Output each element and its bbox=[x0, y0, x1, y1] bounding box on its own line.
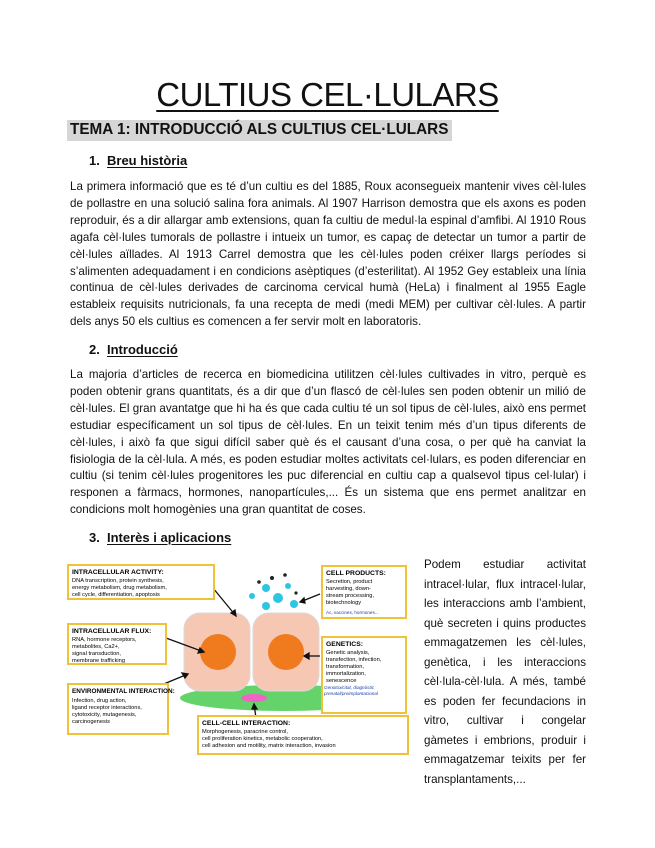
intracellular-activity-line: cell cycle, differentiation, apoptosis bbox=[72, 592, 160, 598]
cell-products-note: Ac, vaccines, hormones... bbox=[326, 610, 379, 615]
section-number: 3. bbox=[89, 530, 100, 545]
environmental-line: carcinogenesis bbox=[72, 719, 110, 725]
section-heading-history bbox=[89, 153, 187, 168]
intracellular-flux-line: membrane trafficking bbox=[72, 658, 126, 664]
topic-heading: TEMA 1: INTRODUCCIÓ ALS CULTIUS CEL·LULARS bbox=[67, 120, 452, 141]
cell-products-line: Secretion, product bbox=[326, 579, 373, 585]
cell-products-line: harvesting, down- bbox=[326, 586, 371, 592]
intracellular-flux-line: metabolites, Ca2+, bbox=[72, 644, 120, 650]
intracellular-activity-line: DNA transcription, protein synthesis, bbox=[72, 578, 164, 584]
environmental-line: ligand receptor interactions, bbox=[72, 705, 142, 711]
section-title: Breu història bbox=[107, 153, 188, 168]
genetics-line: Genetic analysis, bbox=[326, 650, 370, 656]
genetics-note: Genotoxicitat, diagnòstic prenatal/preimplantacional bbox=[324, 685, 378, 696]
nucleus-right bbox=[268, 634, 304, 670]
section-number: 2. bbox=[89, 342, 100, 357]
paragraph-history: La primera informació que es té d’un cultiu es del 1885, Roux aconsegueix mantenir vives cèl·lules de pollastre en una solució salina fora animals. Al 1907 Harrison demostra que els axons es poden reproduir, és a dir allargar amb extensions, quan fa cultiu de medul·la espinal d’amfibi. Al 1910 Rous agafa cèl·lules tumorals de pollastre i intueix un tumor, es capaç de detectar un tumor a partir de cèl·lules aïllades. Al 1913 Carrel demostra que les cèl·lules poden créixer llargs períodes si s’alimenten adequadament i en condicions asèptiques (d’esterilitat). Al 1952 Gey estableix una línia continua de cèl·lules derivades de carcinoma cervical humà (HeLa) i finalment al 1955 Eagle estableix requisits nutricionals, fa una recepta de medi (medi MEM) per cultivar cèl·lules. A partir dels anys 50 els cultius es comencen a fer servir molt en laboratoris. bbox=[70, 180, 586, 329]
intracellular-activity-line: energy metabolism, drug metabolism, bbox=[72, 585, 167, 591]
environmental-title: ENVIRONMENTAL INTERACTION: bbox=[72, 688, 175, 695]
cell-products-line: biotechnology bbox=[326, 600, 362, 606]
genetics-note-wrap bbox=[324, 685, 406, 713]
cell-products-title: CELL PRODUCTS: bbox=[326, 570, 386, 577]
cell-cell-title: CELL-CELL INTERACTION: bbox=[202, 720, 291, 727]
secretion-droplets bbox=[249, 583, 298, 610]
genetics-line: senescence bbox=[326, 678, 357, 684]
section-title: Interès i aplicacions bbox=[107, 530, 232, 545]
section-heading-applications bbox=[89, 530, 231, 545]
genetics-line: transfection, infection, bbox=[326, 657, 382, 663]
section-heading-introduction bbox=[89, 342, 178, 357]
cell-products-line: stream processing, bbox=[326, 593, 375, 599]
section-number: 1. bbox=[89, 153, 100, 168]
genetics-line: transformation, bbox=[326, 664, 364, 670]
page-title: CULTIUS CEL·LULARS bbox=[156, 76, 499, 113]
paragraph-applications: Podem estudiar activitat intracel·lular, flux intracel·lular, les interaccions amb l’ambient, què secreten i quins productes emmagatzemen les cèl·lules, genètica, i les interaccions cèl·lula-cèl·lula. A més, també es poden fer fecundacions in vitro, cultivar i congelar gàmetes i embrions, produir i emmagatzemar teixits per fer transplantaments,... bbox=[424, 558, 586, 786]
intracellular-flux-title: INTRACELLULAR FLUX: bbox=[72, 628, 152, 635]
nucleus-left bbox=[200, 634, 236, 670]
secretion-dots bbox=[257, 573, 297, 594]
cell-culture-figure bbox=[66, 558, 410, 756]
intracellular-flux-line: RNA, hormone receptors, bbox=[72, 637, 137, 643]
genetics-title: GENETICS: bbox=[326, 641, 364, 648]
environmental-line: Infection, drug action, bbox=[72, 698, 127, 704]
pink-vesicle bbox=[241, 694, 267, 702]
cell-cell-line: cell adhesion and motility, matrix interaction, invasion bbox=[202, 743, 336, 749]
environmental-line: cytotoxicity, mutagenesis, bbox=[72, 712, 137, 718]
cell-cell-line: cell proliferation kinetics, metabolic cooperation, bbox=[202, 736, 323, 742]
genetics-line: immortalization, bbox=[326, 671, 366, 677]
paragraph-introduction: La majoria d’articles de recerca en biomedicina utilitzen cèl·lules cultivades in vitro, perquè es poden obtenir grans quantitats, és a dir que d’un flascó de cèl·lules sen poden obtenir un milió de cèl·lules. El gran avantatge que hi ha és que cada cultiu té un sol tipus de cèl·lules, això ens permet estudiar específicament un sol tipus de cèl·lules. En un teixit tenim més d’un tipus diferents de cèl·lules, i això fa que sigui difícil saber què és el causant d’una cosa, o per què ha canviat la fisiologia de la cèl·lula. A més, es poden estudiar moltes activitats cel·lulars, es poden diferenciar en cultiu (si tenim cèl·lules progenitores les puc diferencial en cultiu cap a qualsevol tipus cel·lular) i responen a fàrmacs, hormones, nanopartícules,... És un sistema que ens permet analitzar en condicions molt homogènies una gran quantitat de coses. bbox=[70, 368, 586, 517]
intracellular-activity-title: INTRACELLULAR ACTIVITY: bbox=[72, 569, 164, 576]
cell-cell-line: Morphogenesis, paracrine control, bbox=[202, 729, 288, 735]
intracellular-flux-line: signal transduction, bbox=[72, 651, 122, 657]
section-title: Introducció bbox=[107, 342, 178, 357]
